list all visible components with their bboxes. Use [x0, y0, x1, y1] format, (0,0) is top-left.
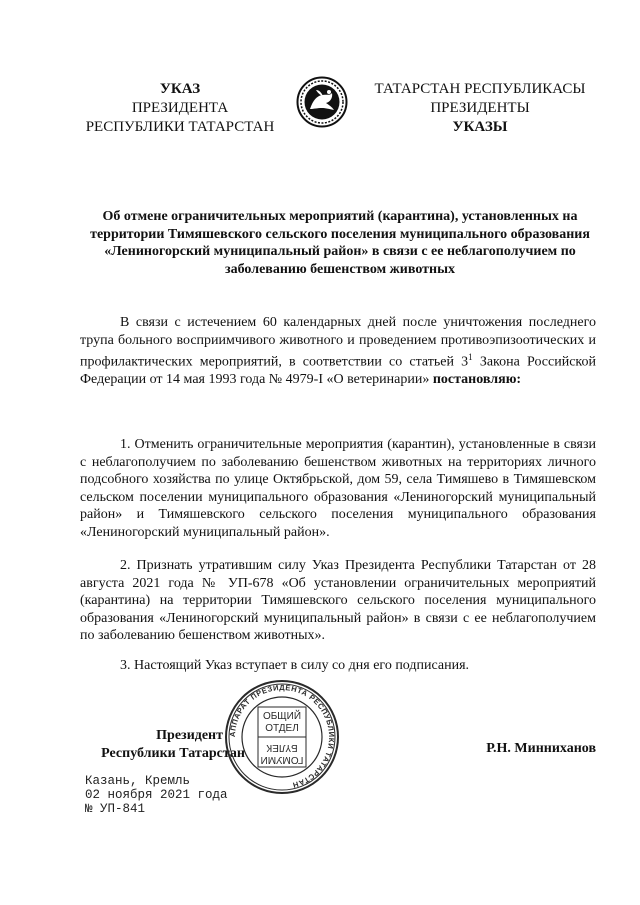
header-right-line1: ТАТАРСТАН РЕСПУБЛИКАСЫ	[374, 81, 586, 97]
footer-place: Казань, Кремль	[85, 774, 191, 788]
signatory-name: Р.Н. Минниханов	[486, 741, 596, 756]
header-left-line2: ПРЕЗИДЕНТА	[131, 100, 229, 116]
signature-position-line1: Президент	[156, 728, 223, 743]
preamble-text-b: Закона Российской Федерации от 14 мая 1993 года № 4979-I «О ветеринарии»	[80, 354, 596, 388]
footer-number: № УП-841	[85, 802, 146, 816]
stamp-ring-text: АППАРАТ ПРЕЗИДЕНТА РЕСПУБЛИКИ ТАТАРСТАН	[227, 682, 337, 790]
preamble-text-a: В связи с истечением 60 календарных дней после уничтожения последнего трупа больного восприимчивого животного и проведением противоэпизоотических и профилактических мероприятий, в соответствии со статьей 3	[80, 315, 596, 370]
header-left-line1: УКАЗ	[159, 81, 201, 97]
stamp-line2: ОТДЕЛ	[265, 723, 299, 734]
header-left-line3: РЕСПУБЛИКИ ТАТАРСТАН	[85, 119, 275, 135]
header-left	[80, 80, 280, 137]
item-1: 1. Отменить ограничительные мероприятия (карантин), установленные в связи с неблагополучием по заболеванию бешенством животных на территориях личного подсобного хозяйства по улице Октябрьской, дом 59, села Тимяшево в Тимяшевском сельском поселении муниципального образования «Лениногорский муниципальный район» и Тимяшевского сельского поселения муниципального образования «Лениногорский муниципальный район».	[80, 437, 596, 540]
signature-position-line2: Республики Татарстан	[101, 745, 245, 761]
stamp-line1: ОБЩИЙ	[262, 711, 302, 722]
stamp-line3: ГОМУМИ	[260, 754, 304, 765]
decree-word: постановляю:	[432, 372, 522, 388]
item-3: 3. Настоящий Указ вступает в силу со дня его подписания.	[120, 658, 470, 673]
header-right-line3: УКАЗЫ	[452, 119, 508, 135]
signature-position	[85, 727, 245, 762]
header-right	[370, 80, 590, 137]
footer-date: 02 ноября 2021 года	[85, 788, 228, 802]
stamp-line4: БҮЛЕК	[266, 742, 298, 753]
document-title: Об отмене ограничительных мероприятий (карантина), установленных на территории Тимяшевского сельского поселения муниципального образования «Лениногорский муниципальный район» в связи с ее неблагополучием по заболеванию бешенством животных	[90, 209, 590, 277]
tatarstan-coat-of-arms-icon	[296, 76, 348, 128]
item-2: 2. Признать утратившим силу Указ Президента Республики Татарстан от 28 августа 2021 года № УП-678 «Об установлении ограничительных мероприятий (карантина) на территории Тимяшевского сельского поселения муниципального образования «Лениногорский муниципальный район» в связи с ее неблагополучием по заболеванию бешенством животных».	[80, 558, 596, 643]
document-footer	[85, 774, 305, 816]
preamble-superscript: 1	[468, 352, 473, 362]
preamble-paragraph	[80, 314, 596, 389]
header-right-line2: ПРЕЗИДЕНТЫ	[430, 100, 530, 116]
